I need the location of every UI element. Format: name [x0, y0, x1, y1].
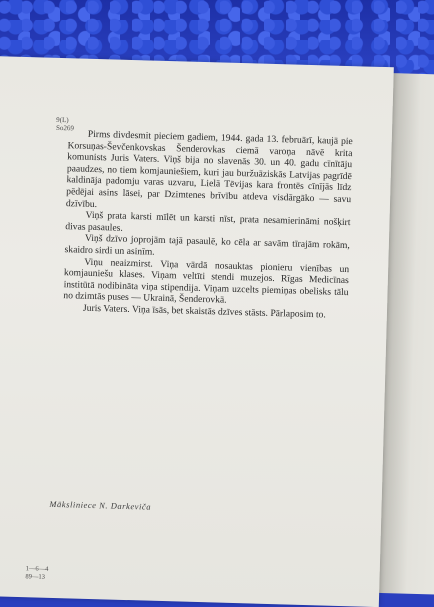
body-text: [63, 128, 353, 321]
catalog-mark-line: So269: [55, 123, 75, 133]
print-code-line: 89—13: [25, 573, 46, 581]
paragraph: Juris Vaters. Viņa īsās, bet skaistās dzīves stāsts. Pārlaposim to.: [82, 302, 326, 321]
artist-credit: Māksliniece N. Darkeviča: [49, 499, 152, 512]
paragraph: Viņš prata karsti mīlēt un karsti nīst, prata nesamierināmi nošķirt divas pasaules.: [65, 209, 351, 234]
paragraph: Viņu neaizmirst. Viņa vārdā nosauktas pionieru vienības un komjauniešu klases. Viņam veltīti stendi muzejos. Rīgas Medicīnas institūtā nodibināta viņa stipendija. Viņam uzcelts piemiņas obelisks tālu no dzimtās puses — Ukrainā, Šenderovkā.: [63, 256, 350, 307]
catalog-mark-line: 9(L): [56, 115, 69, 125]
book-page: [0, 56, 394, 607]
print-code: [25, 565, 48, 582]
print-code-line: 1—6—4: [25, 565, 49, 573]
paragraph: Pirms divdesmit pieciem gadiem, 1944. gada 13. februārī, kaujā pie Korsuņas-Ševčenkovskas Šenderovkas ciemā varoņa nāvē krita komunists Juris Vaters. Viņš bija no slavenās 30. un 40. gadu cīnītāju paaudzes, no tiem komjauniešiem, kuri jau buržuāziskās Latvijas pagrīdē kaldināja padomju varas uzvaru, Lielā Tēvijas kara frontēs cīnījās līdz pēdējai asins lāsei, par Dzimtenes brīvību atdeva visdārgāko — savu dzīvību.: [65, 128, 353, 210]
paragraph: Viņš dzīvo joprojām tajā pasaulē, ko cēla ar savām tīrajām rokām, skaidro sirdi un asinīm.: [64, 233, 350, 258]
